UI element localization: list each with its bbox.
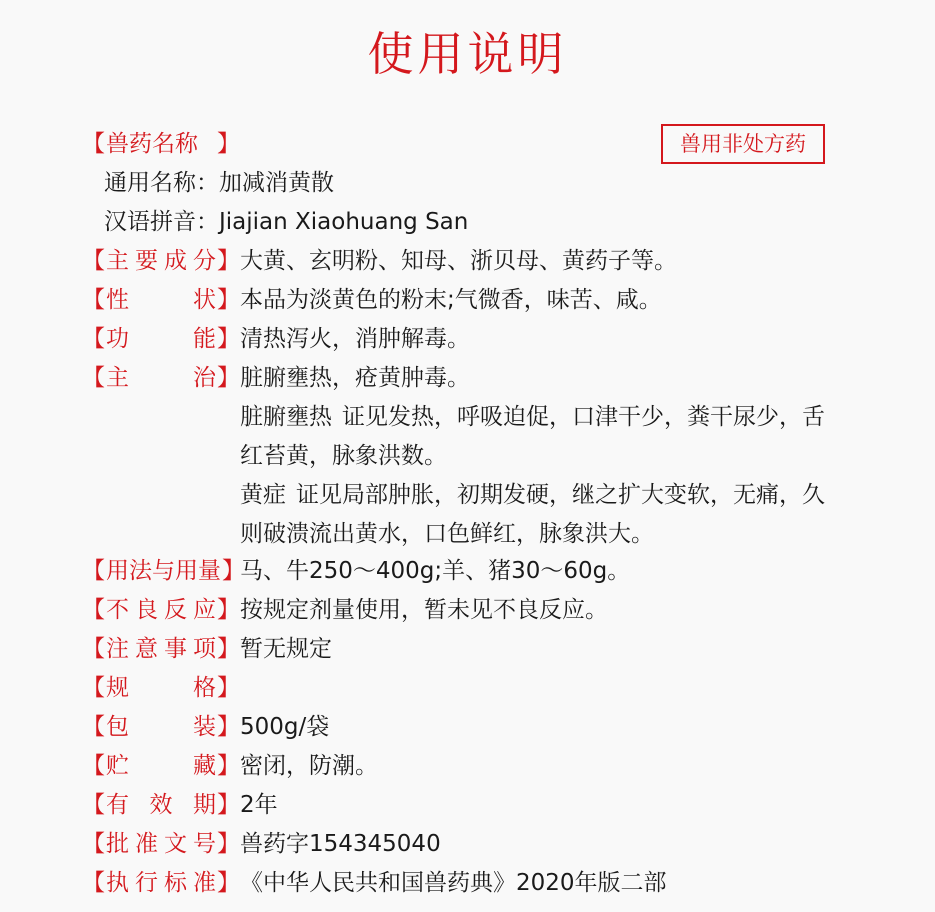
label-char: 号 (193, 831, 216, 857)
label-char: 贮 (106, 753, 129, 779)
label-char: 藏 (193, 753, 216, 779)
spec-row (82, 242, 677, 280)
label-char: 准 (135, 831, 158, 857)
label-char: 性 (106, 287, 129, 313)
section-value: 暂无规定 (240, 636, 332, 662)
label-char: 批 (106, 831, 129, 857)
section-label: 【 功 能 】 (82, 320, 240, 358)
label-char: 意 (135, 636, 158, 662)
section-value: 大黄、玄明粉、知母、浙贝母、黄药子等。 (240, 248, 677, 274)
section-label: 【 主 治 】 (82, 359, 240, 397)
label-char: 装 (193, 714, 216, 740)
label-char: 量 (198, 558, 221, 584)
spec-row (82, 630, 332, 668)
label-char: 格 (193, 675, 216, 701)
section-label: 【 用 法 与 用 量 】 (82, 552, 240, 590)
section-label: 【 贮 藏 】 (82, 747, 240, 785)
label-char: 注 (106, 636, 129, 662)
section-value: 脏腑壅热，疮黄肿毒。 (240, 365, 470, 391)
label-char: 与 (152, 558, 175, 584)
label-char: 效 (149, 792, 173, 818)
section-label: 【 兽药名称 】 (82, 125, 240, 163)
spec-row (82, 747, 378, 785)
label-char: 法 (129, 558, 152, 584)
label-char: 主 (106, 248, 129, 274)
label-char: 准 (193, 870, 216, 896)
label-char: 反 (164, 597, 187, 623)
spec-row (82, 359, 470, 397)
indication-1-body: 证见发热，呼吸迫促，口津干少，粪干尿少，舌红苔黄，脉象洪数。 (240, 404, 825, 469)
label-char: 要 (135, 248, 158, 274)
label-char: 标 (164, 870, 187, 896)
label-char: 应 (193, 597, 216, 623)
pinyin-name: 汉语拼音：Jiajian Xiaohuang San (104, 209, 469, 235)
section-label: 【 不 良 反 应 】 (82, 591, 240, 629)
label-char: 规 (106, 675, 129, 701)
section-label: 【 执 行 标 准 】 (82, 864, 240, 902)
spec-row (82, 708, 329, 746)
spec-row (82, 591, 608, 629)
section-label: 【 有 效 期 】 (82, 786, 240, 824)
label-char: 项 (193, 636, 216, 662)
label-char: 期 (193, 792, 216, 818)
section-label: 【 主 要 成 分 】 (82, 242, 240, 280)
label-char: 能 (193, 326, 216, 352)
spec-row (82, 864, 667, 902)
label-char: 包 (106, 714, 129, 740)
spec-row (82, 320, 470, 358)
label-char: 功 (106, 326, 129, 352)
spec-row (82, 669, 240, 707)
section-label: 【 性 状 】 (82, 281, 240, 319)
label-char: 不 (106, 597, 129, 623)
label-char: 执 (106, 870, 129, 896)
label-char: 行 (135, 870, 158, 896)
section-value: 马、牛250～400g;羊、猪30～60g。 (240, 558, 631, 584)
section-value: 密闭，防潮。 (240, 753, 378, 779)
indication-1-head: 脏腑壅热 (240, 404, 332, 430)
section-value: 本品为淡黄色的粉末;气微香，味苦、咸。 (240, 287, 662, 313)
label-char: 成 (164, 248, 187, 274)
section-value: 2年 (240, 792, 278, 818)
section-value: 500g/袋 (240, 714, 330, 740)
label-char: 主 (106, 365, 129, 391)
section-value: 按规定剂量使用，暂未见不良反应。 (240, 597, 608, 623)
indication-2-body: 证见局部肿胀，初期发硬，继之扩大变软，无痛，久则破溃流出黄水，口色鲜红，脉象洪大。 (240, 482, 825, 547)
section-label: 【 批 准 文 号 】 (82, 825, 240, 863)
label-char: 文 (164, 831, 187, 857)
label-char: 有 (106, 792, 129, 818)
label-char: 状 (193, 287, 216, 313)
label-char: 用 (106, 558, 129, 584)
label-char: 良 (135, 597, 158, 623)
section-value: 清热泻火，消肿解毒。 (240, 326, 470, 352)
section-label: 【 包 装 】 (82, 708, 240, 746)
section-value: 《中华人民共和国兽药典》2020年版二部 (240, 870, 667, 896)
label-char: 事 (164, 636, 187, 662)
indication-detail-1 (240, 398, 840, 476)
indication-detail-2 (240, 476, 840, 554)
indication-2-head: 黄症 (240, 482, 286, 508)
label-text: 兽药名称 (106, 131, 198, 157)
otc-badge: 兽用非处方药 (661, 124, 825, 164)
label-char: 治 (193, 365, 216, 391)
section-label: 【 注 意 事 项 】 (82, 630, 240, 668)
spec-row (82, 552, 630, 590)
label-char: 分 (193, 248, 216, 274)
generic-name: 通用名称：加减消黄散 (104, 170, 334, 196)
spec-row (82, 825, 441, 863)
section-value: 兽药字154345040 (240, 831, 441, 857)
section-drug-name (82, 125, 240, 163)
spec-row (82, 786, 278, 824)
page-title: 使用说明 (367, 27, 568, 81)
spec-row (82, 281, 662, 319)
label-char: 用 (175, 558, 198, 584)
section-label: 【 规 格 】 (82, 669, 240, 707)
